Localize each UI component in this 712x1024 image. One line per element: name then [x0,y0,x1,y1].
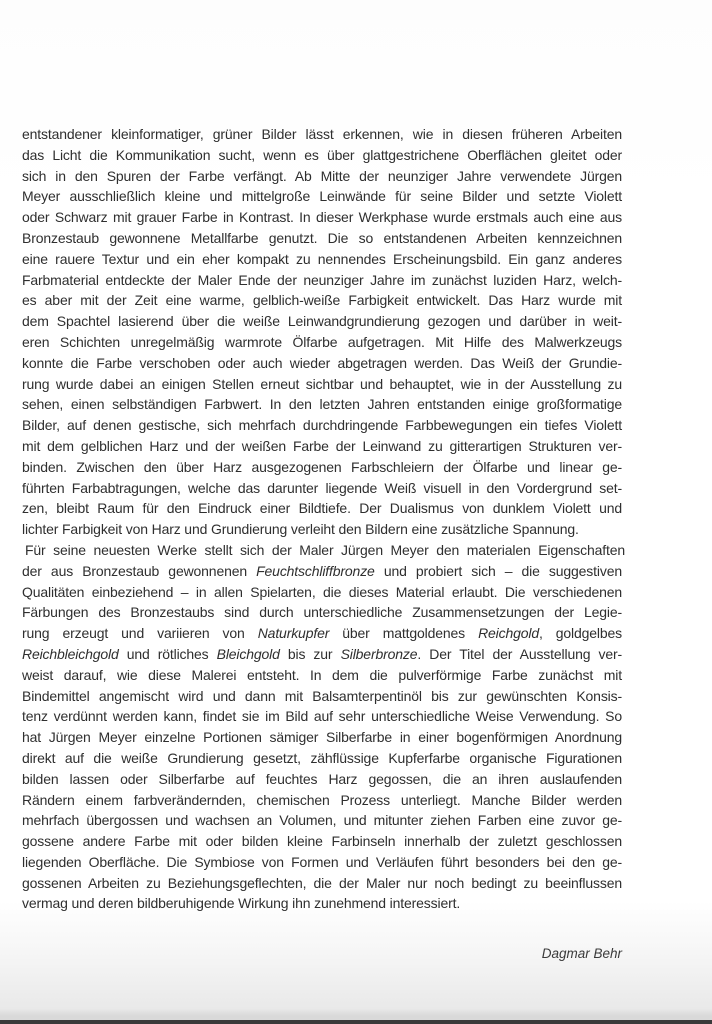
text-run: rung erzeugt und variieren von [22,625,258,642]
text-run: bis zur [279,645,341,662]
text-line [22,644,622,665]
italic-term: Reichgold [478,625,539,642]
text-line: lichter Farbigkeit von Harz und Grundierung verleiht den Bildern eine zusätzliche Spannung. [22,521,579,538]
text-line: bilden lassen oder Silberfarbe auf feuchtes Harz gegossen, die an ihren auslaufenden [22,770,622,787]
text-line: oder Schwarz mit grauer Farbe in Kontrast. In dieser Werkphase wurde erstmals auch eine aus [22,209,622,226]
text-run: . Der Titel der Ausstellung ver- [417,645,622,662]
text-line: direkt auf die weiße Grundierung gesetzt, zähflüssige Kupferfarbe organische Figurationen [22,749,622,766]
text-line: eine rauere Textur und ein eher kompakt zu nennendes Erscheinungsbild. Ein ganz anderes [22,250,622,267]
text-run: , goldgelbes [538,625,623,642]
text-line: konnte die Farbe verschoben oder auch wieder abgetragen werden. Das Weiß der Grundie- [22,354,622,371]
text-line: Farbmaterial entdeckte der Maler Ende der neunziger Jahre im zunächst luziden Harz, welch- [22,271,622,288]
text-line: das Licht die Kommunikation sucht, wenn es über glattgestrichene Oberflächen gleitet oder [22,146,622,163]
text-line: führten Farbabtragungen, welche das darunter liegende Weiß visuell in den Vordergrund set- [22,479,622,496]
text-run: und probiert sich – die suggestiven [374,562,622,579]
text-run: und rötliches [118,645,217,662]
text-line [22,561,622,582]
text-line: gossene andere Farbe mit oder bilden kleine Farbinseln innerhalb der zuletzt geschlossen [22,833,622,850]
text-line: Bilder, auf denen gestische, sich mehrfach durchdringende Farbbewegungen ein tiefes Violett [22,417,622,434]
text-line: tenz verdünnt werden kann, findet sie im Bild auf sehr unterschiedliche Weise Verwendung. So [22,708,622,725]
text-line: Bronzestaub gewonnene Metallfarbe genutzt. Die so entstandenen Arbeiten kennzeichnen [22,229,622,246]
text-line: es aber mit der Zeit eine warme, gelblich-weiße Farbigkeit entwickelt. Das Harz wurde mit [22,292,622,309]
paragraph-1 [22,124,622,540]
text-line: gossenen Arbeiten zu Beziehungsgeflechten, die der Maler nur noch bedingt zu beeinflussen [22,874,622,891]
text-line: zen, bleibt Raum für den Eindruck einer Bildtiefe. Der Dualismus von dunklem Violett und [22,500,622,517]
text-line: Färbungen des Bronzestaubs sind durch unterschiedliche Zusammensetzungen der Legie- [22,604,622,621]
italic-term: Silberbronze [340,645,418,662]
text-line: dem Spachtel lasierend über die weiße Leinwandgrundierung gezogen und darüber in weit- [22,313,622,330]
author-signature: Dagmar Behr [541,946,622,961]
paragraph-2 [22,540,625,914]
page-edge-shadow [0,1020,712,1024]
text-line: hat Jürgen Meyer einzelne Portionen sämiger Silberfarbe in einer bogenförmigen Anordnung [22,729,622,746]
text-line: sehen, einen selbständigen Farbwert. In den letzten Jahren entstanden einige großformatige [22,396,622,413]
text-line: Qualitäten einbeziehend – in allen Spielarten, die dieses Material erlaubt. Die verschiedenen [22,583,622,600]
text-run: der aus Bronzestaub gewonnenen [22,562,257,579]
text-line: Für seine neuesten Werke stellt sich der Maler Jürgen Meyer den materialen Eigenschaften [25,541,625,558]
text-line: Rändern einem farbverändernden, chemischen Prozess unterliegt. Manche Bilder werden [22,791,622,808]
text-line: entstandener kleinformatiger, grüner Bilder lässt erkennen, wie in diesen früheren Arbeiten [22,126,622,142]
italic-term: Bleichgold [216,645,280,662]
essay-body [22,124,625,914]
text-line: vermag und deren bildberuhigende Wirkung ihn zunehmend interessiert. [22,895,461,912]
text-line: binden. Zwischen den über Harz ausgezogenen Farbschleiern der Ölfarbe und linear ge- [22,458,622,475]
italic-term: Naturkupfer [257,625,330,642]
italic-term: Reichbleichgold [22,645,119,662]
text-line: Meyer ausschließlich kleine und mittelgroße Leinwände für seine Bilder und setzte Violett [22,188,622,205]
text-line: sich in den Spuren der Farbe verfängt. Ab Mitte der neunziger Jahre verwendete Jürgen [22,167,622,184]
text-line: weist darauf, wie diese Malerei entsteht. In dem die pulverförmige Farbe zunächst mit [22,666,622,683]
text-line: liegenden Oberfläche. Die Symbiose von Formen und Verläufen führt besonders bei den ge- [22,853,622,870]
text-run: über mattgoldenes [329,625,479,642]
text-line: Bindemittel angemischt wird und dann mit Balsamterpentinöl bis zur gewünschten Konsis- [22,687,622,704]
text-line: rung wurde dabei an einigen Stellen erneut sichtbar und behauptet, wie in der Ausstellung zu [22,375,622,392]
italic-term: Feuchtschliffbronze [256,562,375,579]
text-line: eren Schichten unregelmäßig warmrote Ölfarbe aufgetragen. Mit Hilfe des Malwerkzeugs [22,333,622,350]
text-line [22,623,622,644]
text-line: mit dem gelblichen Harz und der weißen Farbe der Leinwand zu gitterartigen Strukturen ver- [22,437,622,454]
text-line: mehrfach übergossen und wachsen an Volumen, und mitunter ziehen Farben eine zuvor ge- [22,812,622,829]
